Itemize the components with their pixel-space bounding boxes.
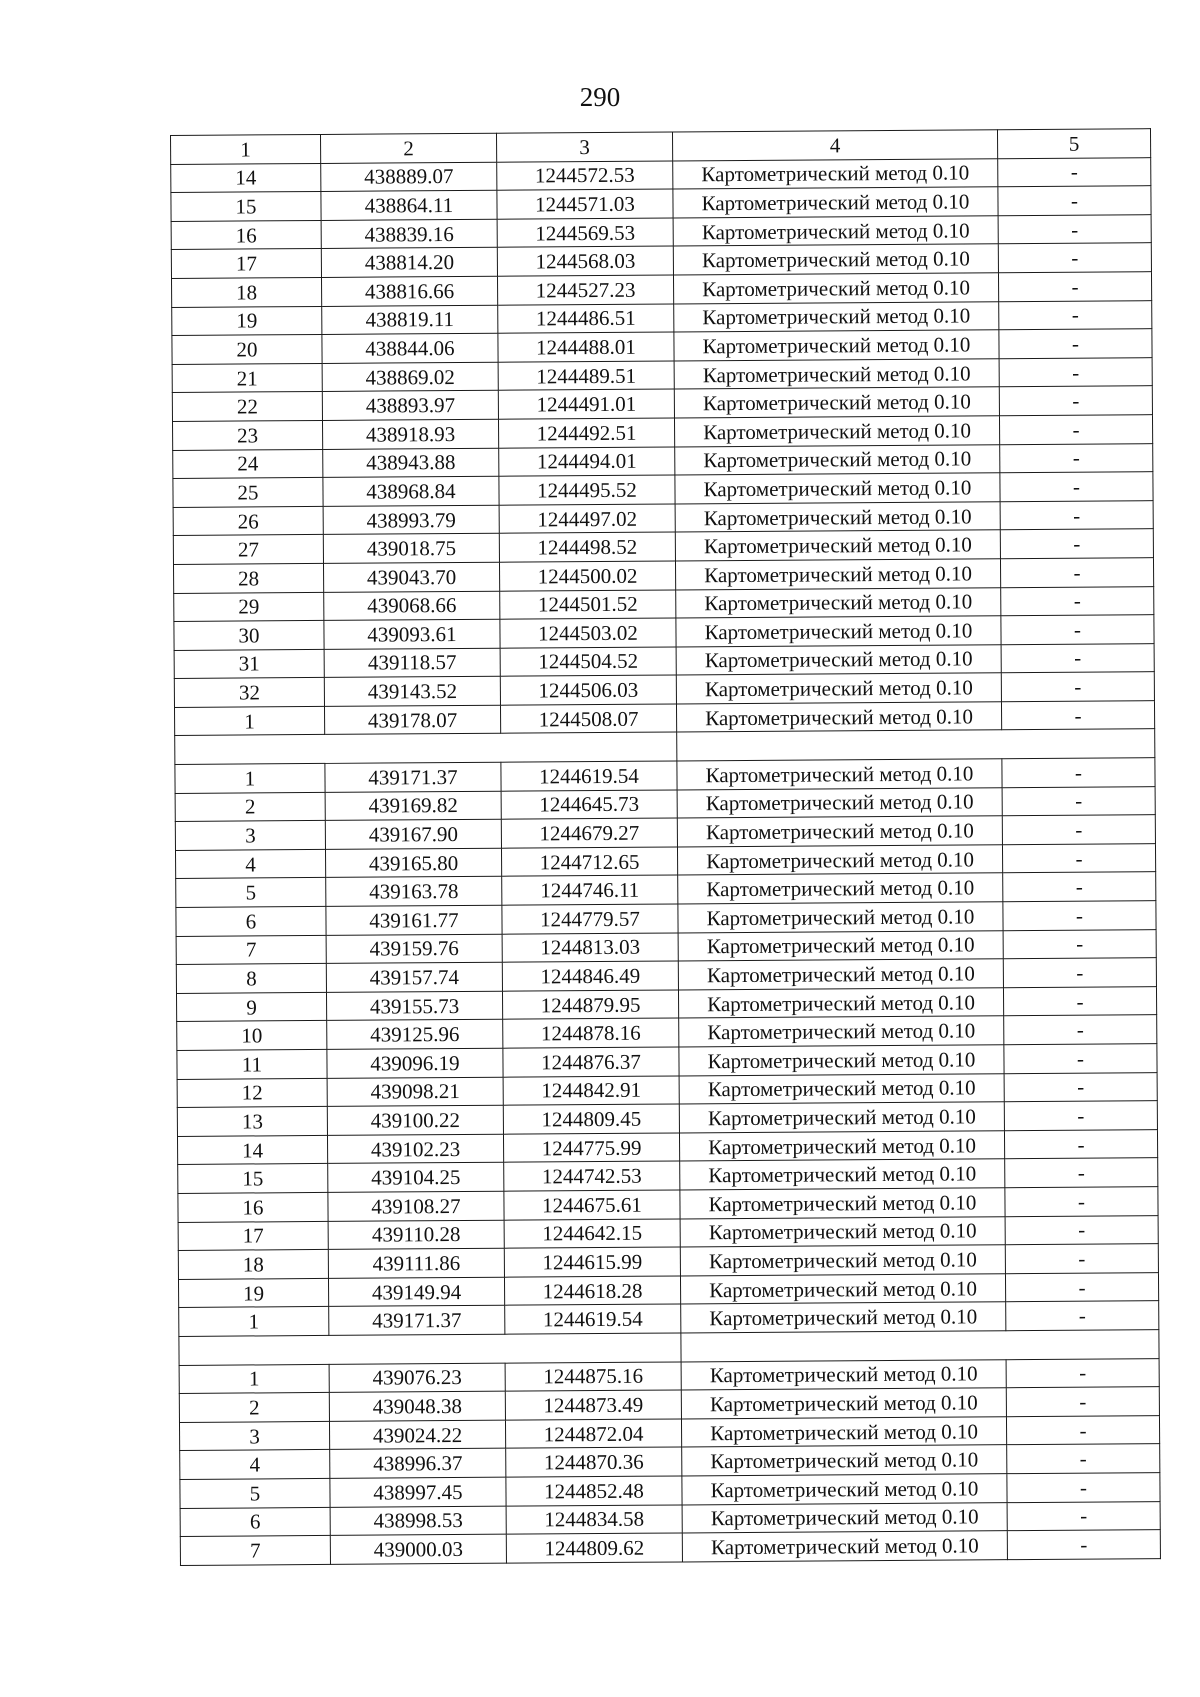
y-coordinate-cell: 1244571.03 (497, 189, 673, 219)
point-number-cell: 2 (179, 1393, 329, 1423)
method-cell: Картометрический метод 0.10 (674, 330, 999, 361)
point-number-cell: 16 (178, 1192, 328, 1222)
x-coordinate-cell: 438997.45 (330, 1477, 506, 1507)
x-coordinate-cell: 439161.77 (326, 905, 502, 935)
x-coordinate-cell: 438819.11 (322, 305, 498, 335)
point-number-cell: 18 (172, 277, 322, 307)
method-cell: Картометрический метод 0.10 (673, 273, 998, 304)
x-coordinate-cell: 439171.37 (329, 1306, 505, 1336)
point-number-cell: 13 (177, 1107, 327, 1137)
coordinates-table (170, 128, 1161, 1566)
point-number-cell: 6 (180, 1507, 330, 1537)
separator-cell (175, 732, 677, 764)
x-coordinate-cell: 438943.88 (323, 448, 499, 478)
note-cell: - (1000, 472, 1153, 502)
x-coordinate-cell: 439068.66 (324, 591, 500, 621)
method-cell: Картометрический метод 0.10 (673, 187, 998, 218)
point-number-cell: 12 (177, 1078, 327, 1108)
point-number-cell: 26 (173, 506, 323, 536)
x-coordinate-cell: 439165.80 (325, 848, 501, 878)
x-coordinate-cell: 439118.57 (324, 648, 500, 678)
point-number-cell: 1 (179, 1364, 329, 1394)
y-coordinate-cell: 1244495.52 (499, 475, 675, 505)
method-cell: Картометрический метод 0.10 (676, 644, 1001, 675)
note-cell: - (1001, 672, 1154, 702)
x-coordinate-cell: 439076.23 (329, 1363, 505, 1393)
method-cell: Картометрический метод 0.10 (680, 1188, 1005, 1219)
method-cell: Картометрический метод 0.10 (679, 1073, 1004, 1104)
y-coordinate-cell: 1244506.03 (500, 675, 676, 705)
note-cell: - (1007, 1501, 1160, 1531)
note-cell: - (1005, 1244, 1158, 1274)
note-cell: - (1003, 901, 1156, 931)
y-coordinate-cell: 1244645.73 (501, 790, 677, 820)
x-coordinate-cell: 438889.07 (321, 162, 497, 192)
point-number-cell: 17 (171, 249, 321, 279)
y-coordinate-cell: 1244872.04 (505, 1419, 681, 1449)
method-cell: Картометрический метод 0.10 (674, 301, 999, 332)
method-cell: Картометрический метод 0.10 (681, 1302, 1006, 1333)
note-cell: - (1003, 872, 1156, 902)
x-coordinate-cell: 439169.82 (325, 791, 501, 821)
x-coordinate-cell: 439104.25 (328, 1163, 504, 1193)
note-cell: - (1007, 1444, 1160, 1474)
x-coordinate-cell: 439155.73 (326, 991, 502, 1021)
method-cell: Картометрический метод 0.10 (673, 244, 998, 275)
point-number-cell: 24 (173, 449, 323, 479)
y-coordinate-cell: 1244527.23 (497, 275, 673, 305)
note-cell: - (1000, 529, 1153, 559)
method-cell: Картометрический метод 0.10 (675, 473, 1000, 504)
method-cell: Картометрический метод 0.10 (680, 1159, 1005, 1190)
method-cell: Картометрический метод 0.10 (678, 873, 1003, 904)
y-coordinate-cell: 1244879.95 (502, 990, 678, 1020)
note-cell: - (999, 415, 1152, 445)
point-number-cell: 19 (172, 306, 322, 336)
x-coordinate-cell: 438869.02 (322, 362, 498, 392)
point-number-cell: 15 (178, 1164, 328, 1194)
note-cell: - (998, 272, 1151, 302)
x-coordinate-cell: 438814.20 (321, 248, 497, 278)
method-cell: Картометрический метод 0.10 (679, 1016, 1004, 1047)
y-coordinate-cell: 1244504.52 (500, 647, 676, 677)
table-row (180, 1530, 1160, 1565)
method-cell: Картометрический метод 0.10 (679, 1130, 1004, 1161)
y-coordinate-cell: 1244503.02 (500, 618, 676, 648)
separator-cell (179, 1333, 681, 1365)
point-number-cell: 1 (174, 706, 324, 736)
y-coordinate-cell: 1244618.28 (504, 1276, 680, 1306)
note-cell: - (1003, 929, 1156, 959)
method-cell: Картометрический метод 0.10 (680, 1245, 1005, 1276)
x-coordinate-cell: 439149.94 (328, 1277, 504, 1307)
method-cell: Картометрический метод 0.10 (681, 1359, 1006, 1390)
x-coordinate-cell: 438844.06 (322, 333, 498, 363)
point-number-cell: 2 (175, 792, 325, 822)
note-cell: - (1003, 986, 1156, 1016)
y-coordinate-cell: 1244873.49 (505, 1390, 681, 1420)
x-coordinate-cell: 438864.11 (321, 190, 497, 220)
note-cell: - (1006, 1387, 1159, 1417)
note-cell: - (1004, 1101, 1157, 1131)
point-number-cell: 32 (174, 678, 324, 708)
point-number-cell: 25 (173, 478, 323, 508)
y-coordinate-cell: 1244572.53 (497, 161, 673, 191)
x-coordinate-cell: 439110.28 (328, 1220, 504, 1250)
y-coordinate-cell: 1244746.11 (502, 875, 678, 905)
method-cell: Картометрический метод 0.10 (675, 530, 1000, 561)
method-cell: Картометрический метод 0.10 (674, 387, 999, 418)
y-coordinate-cell: 1244875.16 (505, 1361, 681, 1391)
method-cell: Картометрический метод 0.10 (677, 816, 1002, 847)
point-number-cell: 14 (177, 1135, 327, 1165)
header-cell-5: 5 (997, 129, 1150, 159)
y-coordinate-cell: 1244679.27 (501, 818, 677, 848)
method-cell: Картометрический метод 0.10 (676, 673, 1001, 704)
method-cell: Картометрический метод 0.10 (674, 416, 999, 447)
y-coordinate-cell: 1244642.15 (504, 1219, 680, 1249)
y-coordinate-cell: 1244876.37 (503, 1047, 679, 1077)
method-cell: Картометрический метод 0.10 (677, 759, 1002, 790)
note-cell: - (1005, 1187, 1158, 1217)
y-coordinate-cell: 1244568.03 (497, 246, 673, 276)
x-coordinate-cell: 439143.52 (324, 676, 500, 706)
note-cell: - (998, 186, 1151, 216)
point-number-cell: 9 (176, 992, 326, 1022)
point-number-cell: 14 (171, 163, 321, 193)
note-cell: - (1006, 1358, 1159, 1388)
note-cell: - (1005, 1158, 1158, 1188)
method-cell: Картометрический метод 0.10 (682, 1502, 1007, 1533)
point-number-cell: 15 (171, 192, 321, 222)
point-number-cell: 20 (172, 335, 322, 365)
point-number-cell: 4 (180, 1450, 330, 1480)
point-number-cell: 11 (177, 1049, 327, 1079)
method-cell: Картометрический метод 0.10 (678, 988, 1003, 1019)
y-coordinate-cell: 1244775.99 (503, 1133, 679, 1163)
note-cell: - (999, 386, 1152, 416)
point-number-cell: 5 (180, 1478, 330, 1508)
method-cell: Картометрический метод 0.10 (681, 1416, 1006, 1447)
method-cell: Картометрический метод 0.10 (679, 1102, 1004, 1133)
method-cell: Картометрический метод 0.10 (678, 959, 1003, 990)
y-coordinate-cell: 1244675.61 (504, 1190, 680, 1220)
point-number-cell: 4 (175, 849, 325, 879)
method-cell: Картометрический метод 0.10 (680, 1216, 1005, 1247)
note-cell: - (1002, 758, 1155, 788)
method-cell: Картометрический метод 0.10 (678, 902, 1003, 933)
x-coordinate-cell: 439178.07 (324, 705, 500, 735)
header-cell-3: 3 (496, 132, 672, 162)
separator-cell (681, 1330, 1159, 1362)
y-coordinate-cell: 1244813.03 (502, 933, 678, 963)
y-coordinate-cell: 1244486.51 (498, 304, 674, 334)
x-coordinate-cell: 438998.53 (330, 1506, 506, 1536)
y-coordinate-cell: 1244508.07 (500, 704, 676, 734)
x-coordinate-cell: 439125.96 (327, 1020, 503, 1050)
note-cell: - (1007, 1530, 1160, 1560)
x-coordinate-cell: 439043.70 (323, 562, 499, 592)
point-number-cell: 7 (176, 935, 326, 965)
point-number-cell: 29 (174, 592, 324, 622)
page-number: 290 (579, 82, 621, 112)
note-cell: - (1006, 1301, 1159, 1331)
x-coordinate-cell: 439157.74 (326, 962, 502, 992)
x-coordinate-cell: 439098.21 (327, 1077, 503, 1107)
method-cell: Картометрический метод 0.10 (674, 358, 999, 389)
note-cell: - (1004, 1044, 1157, 1074)
point-number-cell: 6 (176, 906, 326, 936)
y-coordinate-cell: 1244500.02 (499, 561, 675, 591)
point-number-cell: 8 (176, 964, 326, 994)
x-coordinate-cell: 438839.16 (321, 219, 497, 249)
note-cell: - (1000, 443, 1153, 473)
x-coordinate-cell: 439171.37 (325, 762, 501, 792)
header-cell-4: 4 (672, 130, 997, 161)
method-cell: Картометрический метод 0.10 (682, 1474, 1007, 1505)
note-cell: - (1003, 958, 1156, 988)
point-number-cell: 3 (179, 1421, 329, 1451)
method-cell: Картометрический метод 0.10 (676, 702, 1001, 733)
x-coordinate-cell: 439111.86 (328, 1248, 504, 1278)
y-coordinate-cell: 1244779.57 (502, 904, 678, 934)
note-cell: - (1005, 1272, 1158, 1302)
note-cell: - (1002, 815, 1155, 845)
x-coordinate-cell: 439100.22 (327, 1105, 503, 1135)
point-number-cell: 1 (179, 1307, 329, 1337)
point-number-cell: 17 (178, 1221, 328, 1251)
y-coordinate-cell: 1244489.51 (498, 361, 674, 391)
x-coordinate-cell: 439108.27 (328, 1191, 504, 1221)
note-cell: - (1001, 701, 1154, 731)
y-coordinate-cell: 1244852.48 (506, 1476, 682, 1506)
note-cell: - (1004, 1129, 1157, 1159)
method-cell: Картометрический метод 0.10 (673, 216, 998, 247)
x-coordinate-cell: 439096.19 (327, 1048, 503, 1078)
point-number-cell: 22 (172, 392, 322, 422)
point-number-cell: 18 (178, 1250, 328, 1280)
point-number-cell: 10 (177, 1021, 327, 1051)
point-number-cell: 31 (174, 649, 324, 679)
method-cell: Картометрический метод 0.10 (682, 1445, 1007, 1476)
y-coordinate-cell: 1244497.02 (499, 504, 675, 534)
x-coordinate-cell: 439018.75 (323, 534, 499, 564)
method-cell: Картометрический метод 0.10 (681, 1388, 1006, 1419)
x-coordinate-cell: 439048.38 (329, 1391, 505, 1421)
x-coordinate-cell: 439000.03 (330, 1534, 506, 1564)
x-coordinate-cell: 439163.78 (326, 877, 502, 907)
x-coordinate-cell: 439159.76 (326, 934, 502, 964)
method-cell: Картометрический метод 0.10 (675, 444, 1000, 475)
point-number-cell: 30 (174, 621, 324, 651)
y-coordinate-cell: 1244501.52 (500, 589, 676, 619)
method-cell: Картометрический метод 0.10 (675, 501, 1000, 532)
table-body (171, 129, 1161, 1565)
y-coordinate-cell: 1244488.01 (498, 332, 674, 362)
note-cell: - (1002, 843, 1155, 873)
x-coordinate-cell: 439024.22 (329, 1420, 505, 1450)
y-coordinate-cell: 1244619.54 (501, 761, 677, 791)
note-cell: - (1005, 1215, 1158, 1245)
coordinates-table-wrapper (170, 128, 1160, 1565)
method-cell: Картометрический метод 0.10 (676, 616, 1001, 647)
x-coordinate-cell: 438918.93 (322, 419, 498, 449)
note-cell: - (1004, 1015, 1157, 1045)
x-coordinate-cell: 438816.66 (321, 276, 497, 306)
method-cell: Картометрический метод 0.10 (677, 845, 1002, 876)
y-coordinate-cell: 1244569.53 (497, 218, 673, 248)
x-coordinate-cell: 439102.23 (327, 1134, 503, 1164)
y-coordinate-cell: 1244494.01 (499, 447, 675, 477)
method-cell: Картометрический метод 0.10 (676, 587, 1001, 618)
method-cell: Картометрический метод 0.10 (680, 1273, 1005, 1304)
point-number-cell: 27 (173, 535, 323, 565)
point-number-cell: 1 (175, 763, 325, 793)
y-coordinate-cell: 1244492.51 (498, 418, 674, 448)
note-cell: - (998, 214, 1151, 244)
header-cell-2: 2 (320, 133, 496, 163)
y-coordinate-cell: 1244878.16 (503, 1018, 679, 1048)
separator-cell (677, 729, 1155, 761)
point-number-cell: 19 (178, 1278, 328, 1308)
point-number-cell: 3 (175, 821, 325, 851)
method-cell: Картометрический метод 0.10 (677, 787, 1002, 818)
note-cell: - (998, 243, 1151, 273)
note-cell: - (1001, 615, 1154, 645)
point-number-cell: 21 (172, 363, 322, 393)
point-number-cell: 28 (173, 563, 323, 593)
method-cell: Картометрический метод 0.10 (673, 158, 998, 189)
y-coordinate-cell: 1244619.54 (505, 1304, 681, 1334)
y-coordinate-cell: 1244870.36 (506, 1447, 682, 1477)
note-cell: - (1002, 786, 1155, 816)
method-cell: Картометрический метод 0.10 (679, 1045, 1004, 1076)
method-cell: Картометрический метод 0.10 (675, 559, 1000, 590)
note-cell: - (999, 300, 1152, 330)
note-cell: - (1001, 586, 1154, 616)
y-coordinate-cell: 1244834.58 (506, 1504, 682, 1534)
note-cell: - (1004, 1072, 1157, 1102)
note-cell: - (998, 157, 1151, 187)
y-coordinate-cell: 1244498.52 (499, 532, 675, 562)
y-coordinate-cell: 1244712.65 (501, 847, 677, 877)
point-number-cell: 16 (171, 220, 321, 250)
point-number-cell: 5 (176, 878, 326, 908)
note-cell: - (1000, 558, 1153, 588)
y-coordinate-cell: 1244846.49 (502, 961, 678, 991)
method-cell: Картометрический метод 0.10 (682, 1531, 1007, 1562)
y-coordinate-cell: 1244491.01 (498, 389, 674, 419)
point-number-cell: 7 (180, 1536, 330, 1566)
note-cell: - (1000, 500, 1153, 530)
x-coordinate-cell: 438993.79 (323, 505, 499, 535)
note-cell: - (1007, 1473, 1160, 1503)
note-cell: - (999, 329, 1152, 359)
method-cell: Картометрический метод 0.10 (678, 930, 1003, 961)
y-coordinate-cell: 1244809.62 (506, 1533, 682, 1563)
point-number-cell: 23 (172, 420, 322, 450)
y-coordinate-cell: 1244842.91 (503, 1076, 679, 1106)
note-cell: - (1001, 643, 1154, 673)
note-cell: - (1006, 1415, 1159, 1445)
x-coordinate-cell: 439093.61 (324, 619, 500, 649)
x-coordinate-cell: 438996.37 (330, 1449, 506, 1479)
y-coordinate-cell: 1244742.53 (504, 1161, 680, 1191)
x-coordinate-cell: 439167.90 (325, 819, 501, 849)
note-cell: - (999, 357, 1152, 387)
x-coordinate-cell: 438968.84 (323, 476, 499, 506)
y-coordinate-cell: 1244615.99 (504, 1247, 680, 1277)
y-coordinate-cell: 1244809.45 (503, 1104, 679, 1134)
x-coordinate-cell: 438893.97 (322, 391, 498, 421)
header-cell-1: 1 (171, 134, 321, 164)
